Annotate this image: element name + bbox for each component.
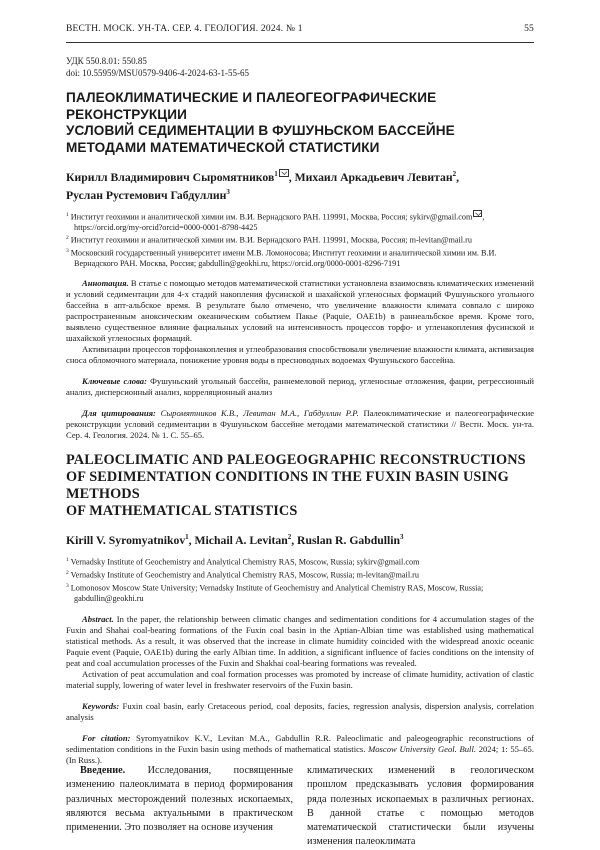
title-ru [66,90,534,156]
abstract-label: Аннотация. [82,278,129,289]
author-name: Кирилл Владимирович Сыромятников [66,170,275,184]
body-paragraph [66,764,293,835]
abstract-paragraph [66,278,534,344]
citation-text: 2024; 1: 55–65. (In Russ.). [66,743,534,765]
journal-header: ВЕСТН. МОСК. УН-ТА. СЕР. 4. ГЕОЛОГИЯ. 2024. № 1 [66,24,303,34]
affiliation-item [66,581,534,604]
body-paragraph [307,764,534,850]
keywords-text: Фушуньский угольный бассейн, раннемеловой период, угленосные отложения, фации, регрессионный анализ, дисперсионный анализ, корреляционный анализ [66,376,534,398]
keywords-label: Ключевые слова: [82,376,147,387]
affiliation-item [66,555,534,568]
title-ru-line: МЕТОДАМИ МАТЕМАТИЧЕСКОЙ СТАТИСТИКИ [66,139,380,155]
affiliation-sup: 3 [66,248,69,255]
affiliations-en [66,555,534,604]
affiliation-text: Vernadsky Institute of Geochemistry and Analytical Chemistry RAS, Moscow, Russia; m-levitan@mail.ru [68,571,419,581]
citation-paragraph [66,408,534,441]
running-head [66,24,534,38]
body-text: Исследования, посвященные изменению палеоклимата в период формирования различных месторождений полезных ископаемых, являются весьма актуальными в практическом применении. Это позволяет на основе изучения [66,765,293,834]
body-text: климатических изменений в геологическом прошлом предсказывать условия формирования ряда полезных ископаемых в различных регионах. В данной статье с помощью методов математической статистически были изучены изменения палеоклимата [307,765,534,848]
author-sup: 1 [274,170,278,178]
keywords-ru [66,376,534,398]
author-sup: 1 [185,533,189,542]
title-en-line: OF MATHEMATICAL STATISTICS [66,503,298,520]
keywords-paragraph [66,376,534,398]
affiliation-item [66,568,534,581]
author-name: , Михаил Аркадьевич Левитан [288,170,453,184]
abstract-paragraph [66,344,534,366]
citation-text: Палеоклиматические и палеогеографические реконструкции условий седиментации в Фушуньском бассейне методами математической статистики // Вестн. Моск. ун-та. Сер. 4. Геология. 2024. № 1. С. 55–65. [66,408,535,441]
affiliation-text: Московский государственный университет имени М.В. Ломоносова; Институт геохимии и аналитической химии им. В.И. Вернадского РАН. Москва, Россия; gabdullin@geokhi.ru, https://orcid.org/0000-0001-8296-7191 [68,248,497,269]
title-en-line: OF SEDIMENTATION CONDITIONS IN THE FUXIN BASIN USING METHODS [66,469,509,503]
author-name: Kirill V. Syromyatnikov [66,534,186,548]
header-rule [66,42,534,43]
affiliation-sup: 2 [66,235,69,242]
affiliation-sup: 1 [66,557,69,564]
author-sup: 2 [452,170,457,178]
page-number: 55 [524,24,534,34]
title-ru-line: ПАЛЕОКЛИМАТИЧЕСКИЕ И ПАЛЕОГЕОГРАФИЧЕСКИЕ РЕКОНСТРУКЦИИ [66,90,437,122]
abstract-text: В статье с помощью методов математической статистики установлена взаимосвязь климатических изменений и условий седиментации для 4-х стадий накопления фусинской и шахайской угленосных формаций Фушуньского угольного бассейна в апт-альбское время. В результате было отмечено, что увеличение влажности климата совпало с широко распространенным аноксическим океаническим событием Пакье (Paquie, OAE1b) в раннеальбское время. Кроме того, выявлено существенное влияние фациальных условий на интенсивность процессов торфо- и угленакопления фусинской и шахайской угленосных формаций. [66,278,534,344]
abstract-en [66,614,534,691]
affiliation-sup: 2 [66,570,69,577]
affiliation-sup: 3 [66,583,69,590]
envelope-icon [473,210,482,217]
section-heading: Введение. [80,765,126,776]
body-columns [66,764,534,850]
doi-link[interactable]: doi: 10.55959/MSU0579-9406-4-2024-63-1-55-65 [66,67,249,78]
article-front-matter [66,56,534,766]
affiliations-ru [66,210,534,270]
keywords-label: Keywords: [82,700,120,711]
affiliation-text: Vernadsky Institute of Geochemistry and Analytical Chemistry RAS, Moscow, Russia; sykirv@gmail.com [68,558,420,568]
author-sup: 2 [287,533,292,542]
abstract-text: In the paper, the relationship between climatic changes and sedimentation conditions for 4 accumulation stages of the Fuxin and Shahai coal-bearing formations of the Fuxin coal basin in the Aptian-Albian time was established using mathematical statistical methods. As a result, it was observed that the increase in climate humidity coincided with the widespread anoxic oceanic Paquie event (Paquie, OAE1b) during the early Albian time. In addition, a significant influence of facies conditions on the intensity of peat and coal accumulation processes of the Fuxin and Shakhai coal-bearing formations was revealed. [66,613,534,668]
abstract-paragraph [66,614,534,669]
citation-en [66,733,534,766]
author-separator: , [456,170,460,184]
left-column [66,764,293,850]
abstract-ru [66,278,534,366]
affiliation-text: Институт геохимии и аналитической химии им. В.И. Вернадского РАН. 119991, Москва, Россия; sykirv@gmail.com [68,212,473,222]
citation-text: Syromyatnikov K.V., Levitan M.A., Gabdullin R.R. Paleoclimatic and paleogeographic reconstructions of sedimentation conditions in the Fuxin basin using methods of mathematical statistics. [66,732,534,754]
keywords-paragraph [66,701,534,723]
citation-paragraph [66,733,534,766]
affiliation-sup: 1 [66,211,69,218]
keywords-en [66,701,534,723]
citation-journal: Moscow University Geol. Bull. [365,743,476,754]
right-column [307,764,534,850]
authors-ru [66,167,534,203]
author-sup: 3 [226,187,230,196]
affiliation-text: , https://orcid.org/my-orcid?orcid=0000-0001-8798-4425 [74,212,485,232]
abstract-label: Abstract. [82,613,114,624]
abstract-text: Activation of peat accumulation and coal formation processes was promoted by increase of climate humidity, activation of clastic material supply, lowering of water level in freshwater reservoirs of the Fuxin basin. [66,668,534,690]
author-name: , Ruslan R. Gabdullin [291,534,401,548]
abstract-text: Активизации процессов торфонакопления и углеобразования способствовали увеличение влажности климата, активизация сноса обломочного материала, понижение уровня воды в пресноводных водоемах Фушуньского бассейна. [66,344,534,366]
affiliation-item [66,246,534,269]
abstract-paragraph [66,669,534,691]
envelope-icon [279,169,289,177]
affiliation-item [66,210,534,233]
author-name: Руслан Рустемович Габдуллин [66,188,227,202]
authors-en [66,530,534,548]
keywords-text: Fuxin coal basin, early Cretaceous period, coal deposits, facies, regression analysis, dispersion analysis, correlation analysis [66,700,534,722]
citation-ru [66,408,534,441]
udk-code: УДК 550.8.01: 550.85 [66,56,147,66]
citation-authors: Сыромятников К.В., Левитан М.А., Габдуллин Р.Р. [155,408,359,419]
title-ru-line: УСЛОВИЙ СЕДИМЕНТАЦИИ В ФУШУНЬСКОМ БАССЕЙНЕ [66,123,455,138]
title-en-line: PALEOCLIMATIC AND PALEOGEOGRAPHIC RECONSTRUCTIONS [66,452,526,469]
article-meta [66,56,534,79]
affiliation-item [66,233,534,246]
author-sup: 3 [400,533,404,542]
citation-label: Для цитирования: [82,408,156,419]
title-en [66,452,534,520]
affiliation-text: Lomonosov Moscow State University; Vernadsky Institute of Geochemistry and Analytical Chemistry RAS, Moscow, Russia; gabdullin@geokhi.ru [68,584,484,604]
affiliation-text: Институт геохимии и аналитической химии им. В.И. Вернадского РАН. 119991, Москва, Россия; m-levitan@mail.ru [68,235,472,245]
citation-label: For citation: [82,732,131,743]
author-name: , Michail A. Levitan [188,534,288,548]
